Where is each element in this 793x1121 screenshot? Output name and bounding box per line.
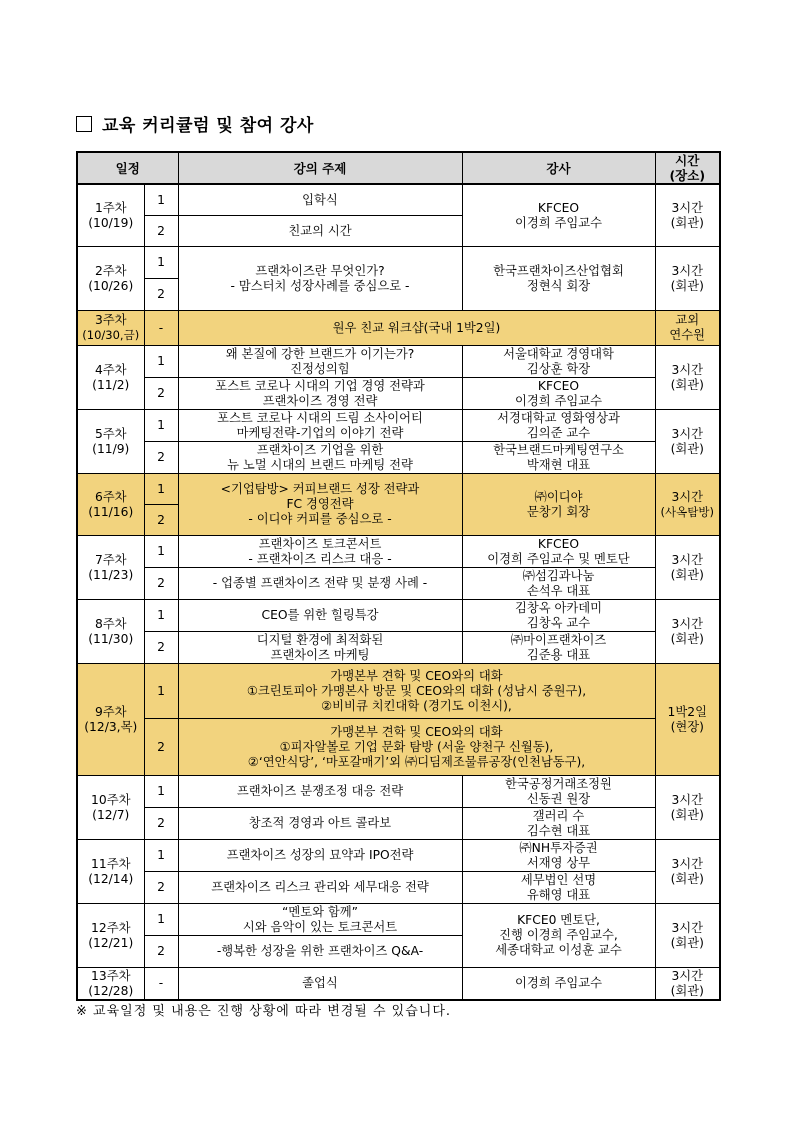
session-number: 1 xyxy=(144,600,178,632)
topic-cell xyxy=(178,632,462,664)
week-cell xyxy=(77,474,144,536)
lecturer-line: 서울대학교 경영대학 xyxy=(503,346,614,361)
lecturer-line: ㈜마이프랜차이즈 xyxy=(510,632,607,647)
topic-line: 프랜차이즈 기업을 위한 xyxy=(256,442,384,457)
topic-line: ②‘연안식당’, ‘마포갈매기’외 ㈜디딤제조물류공장(인천남동구), xyxy=(247,754,586,769)
lecturer-line: 한국프랜차이즈산업협회 xyxy=(493,263,624,278)
week-label: 9주차 xyxy=(94,704,127,719)
week-cell xyxy=(77,311,144,346)
table-row xyxy=(77,410,720,442)
lecturer-cell xyxy=(462,346,655,378)
time-line: 3시간 xyxy=(671,792,704,807)
lecturer-cell xyxy=(462,247,655,311)
time-line: 3시간 xyxy=(671,426,704,441)
topic-line: 가맹본부 견학 및 CEO와의 대화 xyxy=(330,724,503,739)
place-line: (회관) xyxy=(670,631,704,646)
place-line: 연수원 xyxy=(669,328,706,342)
topic-cell xyxy=(178,474,462,536)
table-row xyxy=(77,474,720,505)
week-date: (12/28) xyxy=(88,983,134,998)
time-cell xyxy=(655,184,720,247)
lecturer-line: 정현식 회장 xyxy=(526,278,591,293)
lecturer-cell xyxy=(462,872,655,904)
lecturer-line: ㈜이디야 xyxy=(534,489,583,504)
checkbox-square-icon xyxy=(76,116,92,132)
lecturer-cell xyxy=(462,410,655,442)
time-line: 3시간 xyxy=(671,920,704,935)
time-cell xyxy=(655,840,720,904)
week-date: (10/26) xyxy=(88,278,134,293)
lecturer-line: 이경희 주임교수 xyxy=(514,393,603,408)
week-label: 12주차 xyxy=(91,920,131,935)
week-label: 5주차 xyxy=(94,426,127,441)
time-line: 1박2일 xyxy=(667,704,707,719)
week-cell xyxy=(77,664,144,776)
lecturer-line: KFCEO xyxy=(537,200,580,215)
week-label: 6주차 xyxy=(94,489,127,504)
lecturer-line: ㈜NH투자증권 xyxy=(519,840,598,855)
page-title xyxy=(76,111,314,136)
time-line: 3시간 xyxy=(671,362,704,377)
lecturer-line: 문창기 회장 xyxy=(526,504,591,519)
table-row xyxy=(77,378,720,410)
table-row xyxy=(77,600,720,632)
table-row xyxy=(77,632,720,664)
topic-line: ②비비큐 치킨대학 (경기도 이천시), xyxy=(321,698,512,713)
lecturer-line: 김준용 대표 xyxy=(526,647,591,662)
week-cell xyxy=(77,247,144,311)
week-cell xyxy=(77,184,144,247)
topic-cell xyxy=(178,346,462,378)
topic-cell: 프랜차이즈 분쟁조정 대응 전략 xyxy=(178,776,462,808)
place-line: (사옥탐방) xyxy=(660,504,714,519)
time-line: 3시간 xyxy=(671,856,704,871)
table-row xyxy=(77,247,720,279)
topic-line: 왜 본질에 강한 브랜드가 이기는가? xyxy=(225,346,415,361)
week-label: 13주차 xyxy=(91,968,131,983)
topic-cell xyxy=(178,378,462,410)
lecturer-line: 신동권 원장 xyxy=(526,791,591,806)
topic-cell xyxy=(178,442,462,474)
place-line: (회관) xyxy=(670,935,704,950)
topic-line: 프랜차이즈 마케팅 xyxy=(270,647,370,662)
time-cell xyxy=(655,410,720,474)
lecturer-line: 세무법인 선명 xyxy=(520,872,597,887)
place-line: (현장) xyxy=(670,719,704,734)
footnote: ※ 교육일정 및 내용은 진행 상황에 따라 변경될 수 있습니다. xyxy=(76,1004,452,1019)
page-title-text: 교육 커리큘럼 및 참여 강사 xyxy=(102,116,314,136)
topic-line: ①크린토피아 가맹본사 방문 및 CEO와의 대화 (성남시 중원구), xyxy=(246,683,587,698)
week-cell xyxy=(77,346,144,410)
lecturer-cell xyxy=(462,632,655,664)
topic-line: - 이디야 커피를 중심으로 - xyxy=(248,512,392,526)
topic-cell: 졸업식 xyxy=(178,968,462,1001)
lecturer-cell: 이경희 주임교수 xyxy=(462,968,655,1001)
header-time-line1: 시간 xyxy=(675,153,700,168)
session-number: 2 xyxy=(144,505,178,536)
session-number: 1 xyxy=(144,664,178,719)
topic-line: 디지털 환경에 최적화된 xyxy=(256,632,384,647)
topic-cell: 원우 친교 워크샵(국내 1박2일) xyxy=(178,311,655,346)
session-number: 1 xyxy=(144,776,178,808)
topic-line: 마케팅전략-기업의 이야기 전략 xyxy=(236,425,404,440)
time-cell xyxy=(655,247,720,311)
session-number: 2 xyxy=(144,279,178,311)
table-row xyxy=(77,840,720,872)
week-label: 7주차 xyxy=(94,552,127,567)
week-date: (11/23) xyxy=(88,567,134,582)
lecturer-cell xyxy=(462,808,655,840)
topic-cell xyxy=(178,664,655,719)
table-row xyxy=(77,968,720,1001)
lecturer-line: 유해영 대표 xyxy=(526,887,591,902)
session-number: 2 xyxy=(144,216,178,247)
topic-line: 가맹본부 견학 및 CEO와의 대화 xyxy=(330,668,503,683)
week-cell xyxy=(77,840,144,904)
time-cell xyxy=(655,536,720,600)
week-date: (11/9) xyxy=(92,441,130,456)
time-line: 3시간 xyxy=(671,200,704,215)
table-row xyxy=(77,346,720,378)
topic-cell: 프랜차이즈 성장의 묘약과 IPO전략 xyxy=(178,840,462,872)
lecturer-cell xyxy=(462,184,655,247)
time-line: 3시간 xyxy=(671,552,704,567)
lecturer-line: 이경희 주임교수 xyxy=(514,215,603,230)
lecturer-cell xyxy=(462,776,655,808)
session-number: 1 xyxy=(144,247,178,279)
time-line: 3시간 xyxy=(671,489,704,504)
week-cell xyxy=(77,776,144,840)
week-date: (11/30) xyxy=(88,631,134,646)
time-cell xyxy=(655,968,720,1001)
week-label: 11주차 xyxy=(91,856,131,871)
session-number: 1 xyxy=(144,474,178,505)
lecturer-cell xyxy=(462,568,655,600)
lecturer-cell xyxy=(462,904,655,968)
topic-line: <기업탐방> 커피브랜드 성장 전략과 xyxy=(220,482,420,496)
topic-cell: 친교의 시간 xyxy=(178,216,462,247)
time-cell xyxy=(655,474,720,536)
week-date: (10/30,금) xyxy=(82,328,140,342)
session-number: 1 xyxy=(144,410,178,442)
topic-cell: 프랜차이즈 리스크 관리와 세무대응 전략 xyxy=(178,872,462,904)
lecturer-cell xyxy=(462,474,655,536)
time-line: 3시간 xyxy=(671,263,704,278)
session-number: 1 xyxy=(144,346,178,378)
lecturer-line: 이경희 주임교수 및 멘토단 xyxy=(487,551,630,566)
time-line: 3시간 xyxy=(671,616,704,631)
table-row xyxy=(77,904,720,936)
place-line: (회관) xyxy=(670,807,704,822)
week-date: (12/3,목) xyxy=(84,719,138,734)
table-row xyxy=(77,536,720,568)
time-line: 3시간 xyxy=(671,968,704,983)
week-date: (12/14) xyxy=(88,871,134,886)
topic-cell xyxy=(178,410,462,442)
curriculum-table xyxy=(76,151,721,1001)
week-date: (11/2) xyxy=(92,377,130,392)
topic-cell: 입학식 xyxy=(178,184,462,216)
session-number: - xyxy=(144,311,178,346)
week-label: 8주차 xyxy=(94,616,127,631)
table-row xyxy=(77,808,720,840)
week-label: 3주차 xyxy=(94,313,127,327)
session-number: 1 xyxy=(144,904,178,936)
week-date: (12/21) xyxy=(88,935,134,950)
lecturer-cell xyxy=(462,378,655,410)
session-number: - xyxy=(144,968,178,1001)
topic-cell: 창조적 경영과 아트 콜라보 xyxy=(178,808,462,840)
week-label: 4주차 xyxy=(94,362,127,377)
session-number: 2 xyxy=(144,872,178,904)
topic-cell: -행복한 성장을 위한 프랜차이즈 Q&A- xyxy=(178,936,462,968)
table-row xyxy=(77,872,720,904)
lecturer-line: 김의준 교수 xyxy=(526,425,591,440)
session-number: 2 xyxy=(144,936,178,968)
lecturer-line: 갤러리 수 xyxy=(532,808,585,823)
place-line: (회관) xyxy=(670,567,704,582)
lecturer-cell xyxy=(462,536,655,568)
lecturer-line: KFCE0 멘토단, xyxy=(517,913,600,927)
place-line: (회관) xyxy=(670,983,704,998)
topic-cell xyxy=(178,904,462,936)
lecturer-line: 김창옥 교수 xyxy=(526,615,591,630)
topic-line: - 맘스터치 성장사례를 중심으로 - xyxy=(230,278,410,293)
topic-line: 뉴 노멀 시대의 브랜드 마케팅 전략 xyxy=(227,457,413,472)
lecturer-cell xyxy=(462,600,655,632)
week-cell xyxy=(77,968,144,1001)
week-cell xyxy=(77,600,144,664)
lecturer-line: 손석우 대표 xyxy=(526,583,591,598)
table-row xyxy=(77,776,720,808)
lecturer-line: 한국브랜드마케팅연구소 xyxy=(493,442,624,457)
topic-cell xyxy=(178,247,462,311)
table-row xyxy=(77,568,720,600)
lecturer-cell xyxy=(462,840,655,872)
lecturer-cell xyxy=(462,442,655,474)
session-number: 2 xyxy=(144,442,178,474)
lecturer-line: KFCEO xyxy=(537,378,580,393)
topic-cell: - 업종별 프랜차이즈 전략 및 분쟁 사례 - xyxy=(178,568,462,600)
place-line: (회관) xyxy=(670,377,704,392)
lecturer-line: 세종대학교 이성훈 교수 xyxy=(495,943,622,957)
time-cell xyxy=(655,776,720,840)
place-line: (회관) xyxy=(670,278,704,293)
session-number: 2 xyxy=(144,719,178,776)
place-line: (회관) xyxy=(670,441,704,456)
table-row xyxy=(77,311,720,346)
topic-line: 시와 음악이 있는 토크콘서트 xyxy=(242,919,398,934)
lecturer-line: 김창옥 아카데미 xyxy=(514,600,603,615)
time-cell xyxy=(655,346,720,410)
header-lecturer: 강사 xyxy=(462,152,655,184)
time-line: 교외 xyxy=(675,313,700,327)
lecturer-line: 박재현 대표 xyxy=(526,457,591,472)
session-number: 2 xyxy=(144,568,178,600)
time-cell xyxy=(655,664,720,776)
session-number: 2 xyxy=(144,378,178,410)
header-schedule: 일정 xyxy=(77,152,178,184)
lecturer-line: 서경대학교 영화영상과 xyxy=(497,410,620,425)
topic-line: “멘토와 함께” xyxy=(281,904,359,919)
session-number: 2 xyxy=(144,808,178,840)
lecturer-line: 김수현 대표 xyxy=(526,823,591,838)
week-date: (11/16) xyxy=(88,504,134,519)
week-cell xyxy=(77,536,144,600)
time-cell xyxy=(655,600,720,664)
lecturer-line: 서재영 상무 xyxy=(526,855,591,870)
week-cell xyxy=(77,904,144,968)
topic-line: FC 경영전략 xyxy=(286,497,354,511)
place-line: (회관) xyxy=(670,871,704,886)
topic-cell xyxy=(178,719,655,776)
topic-line: 포스트 코로나 시대의 드림 소사이어티 xyxy=(217,410,423,425)
topic-line: 포스트 코로나 시대의 기업 경영 전략과 xyxy=(215,378,425,393)
topic-cell xyxy=(178,536,462,568)
topic-line: 프랜차이즈란 무엇인가? xyxy=(255,263,385,278)
header-time xyxy=(655,152,720,184)
topic-line: ①피자알볼로 기업 문화 탐방 (서울 양천구 신월동), xyxy=(279,739,554,754)
header-time-line2: (장소) xyxy=(669,168,706,183)
session-number: 1 xyxy=(144,536,178,568)
session-number: 1 xyxy=(144,184,178,216)
time-cell xyxy=(655,904,720,968)
week-date: (10/19) xyxy=(88,215,134,230)
week-label: 2주차 xyxy=(94,263,127,278)
lecturer-line: KFCEO xyxy=(537,536,580,551)
topic-line: - 프랜차이즈 리스크 대응 - xyxy=(248,551,392,566)
lecturer-line: ㈜섬김과나눔 xyxy=(522,568,595,583)
table-row xyxy=(77,719,720,776)
session-number: 2 xyxy=(144,632,178,664)
table-row xyxy=(77,184,720,216)
week-cell xyxy=(77,410,144,474)
topic-line: 프랜차이즈 토크콘서트 xyxy=(258,536,382,551)
topic-line: 프랜차이즈 경영 전략 xyxy=(262,393,378,408)
week-date: (12/7) xyxy=(92,807,130,822)
topic-cell: CEO를 위한 힐링특강 xyxy=(178,600,462,632)
table-header-row xyxy=(77,152,720,184)
time-cell xyxy=(655,311,720,346)
lecturer-line: 진행 이경희 주임교수, xyxy=(499,928,618,942)
week-label: 10주차 xyxy=(91,792,131,807)
lecturer-line: 한국공정거래조정원 xyxy=(505,776,612,791)
table-row xyxy=(77,442,720,474)
table-row xyxy=(77,664,720,719)
header-topic: 강의 주제 xyxy=(178,152,462,184)
topic-line: 진정성의힘 xyxy=(290,361,350,376)
lecturer-line: 김상훈 학장 xyxy=(526,361,591,376)
place-line: (회관) xyxy=(670,215,704,230)
week-label: 1주차 xyxy=(94,200,127,215)
session-number: 1 xyxy=(144,840,178,872)
